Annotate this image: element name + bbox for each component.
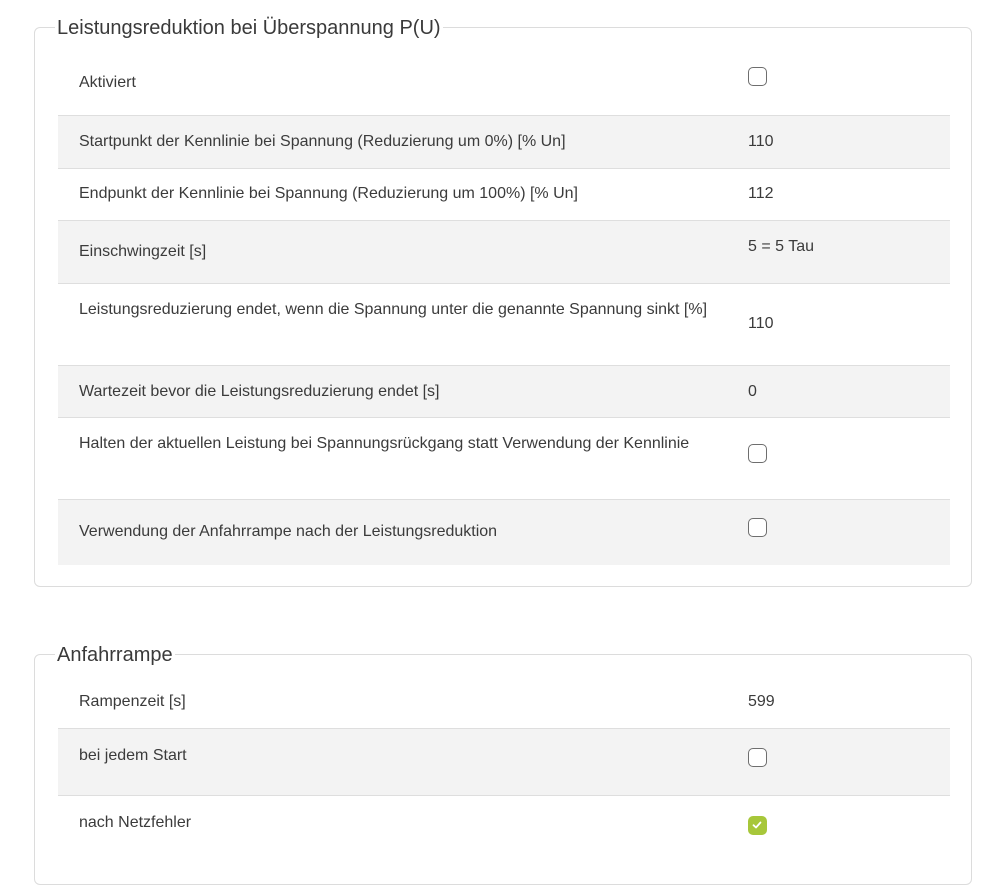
use-ramp-checkbox[interactable] xyxy=(748,518,767,537)
every-start-checkbox[interactable] xyxy=(748,748,767,767)
settling-time-value: 5 = 5 Tau xyxy=(748,238,814,255)
setting-label: bei jedem Start xyxy=(79,747,187,764)
setting-row-reduction-end-voltage xyxy=(58,284,950,366)
setting-label: Leistungsreduzierung endet, wenn die Spannung unter die genannte Spannung sinkt [%] xyxy=(79,301,708,318)
section-title: Leistungsreduktion bei Überspannung P(U) xyxy=(57,17,441,39)
setting-row-after-grid-fault xyxy=(58,796,950,866)
setting-label: Einschwingzeit [s] xyxy=(79,243,207,260)
reduction-end-voltage-value: 110 xyxy=(748,315,774,332)
hold-power-checkbox[interactable] xyxy=(748,444,767,463)
setting-row-activated xyxy=(58,56,950,116)
setting-label: Halten der aktuellen Leistung bei Spannungsrückgang statt Verwendung der Kennlinie xyxy=(79,435,690,452)
after-grid-fault-checkbox[interactable] xyxy=(748,816,767,835)
start-point-value: 110 xyxy=(748,133,774,150)
setting-label: nach Netzfehler xyxy=(79,814,192,831)
setting-label: Wartezeit bevor die Leistungsreduzierung endet [s] xyxy=(79,383,440,400)
setting-label: Endpunkt der Kennlinie bei Spannung (Reduzierung um 100%) [% Un] xyxy=(79,185,578,202)
setting-row-start-point xyxy=(58,116,950,169)
setting-label: Rampenzeit [s] xyxy=(79,693,186,710)
setting-label: Aktiviert xyxy=(79,74,136,91)
check-icon xyxy=(752,820,762,830)
setting-label: Verwendung der Anfahrrampe nach der Leistungsreduktion xyxy=(79,523,498,540)
end-point-value: 112 xyxy=(748,185,774,202)
fieldset-startup-ramp xyxy=(34,644,972,885)
wait-time-value: 0 xyxy=(748,383,757,400)
activated-checkbox[interactable] xyxy=(748,67,767,86)
fieldset-overvoltage-reduction xyxy=(34,17,972,587)
ramp-time-value: 599 xyxy=(748,693,775,710)
setting-row-ramp-time xyxy=(58,677,950,729)
setting-row-settling-time xyxy=(58,221,950,284)
setting-row-hold-power xyxy=(58,418,950,500)
setting-row-wait-time xyxy=(58,366,950,418)
setting-row-every-start xyxy=(58,729,950,796)
setting-row-use-ramp xyxy=(58,500,950,565)
setting-row-end-point xyxy=(58,169,950,221)
setting-label: Startpunkt der Kennlinie bei Spannung (Reduzierung um 0%) [% Un] xyxy=(79,133,566,150)
section-title: Anfahrrampe xyxy=(57,644,173,666)
